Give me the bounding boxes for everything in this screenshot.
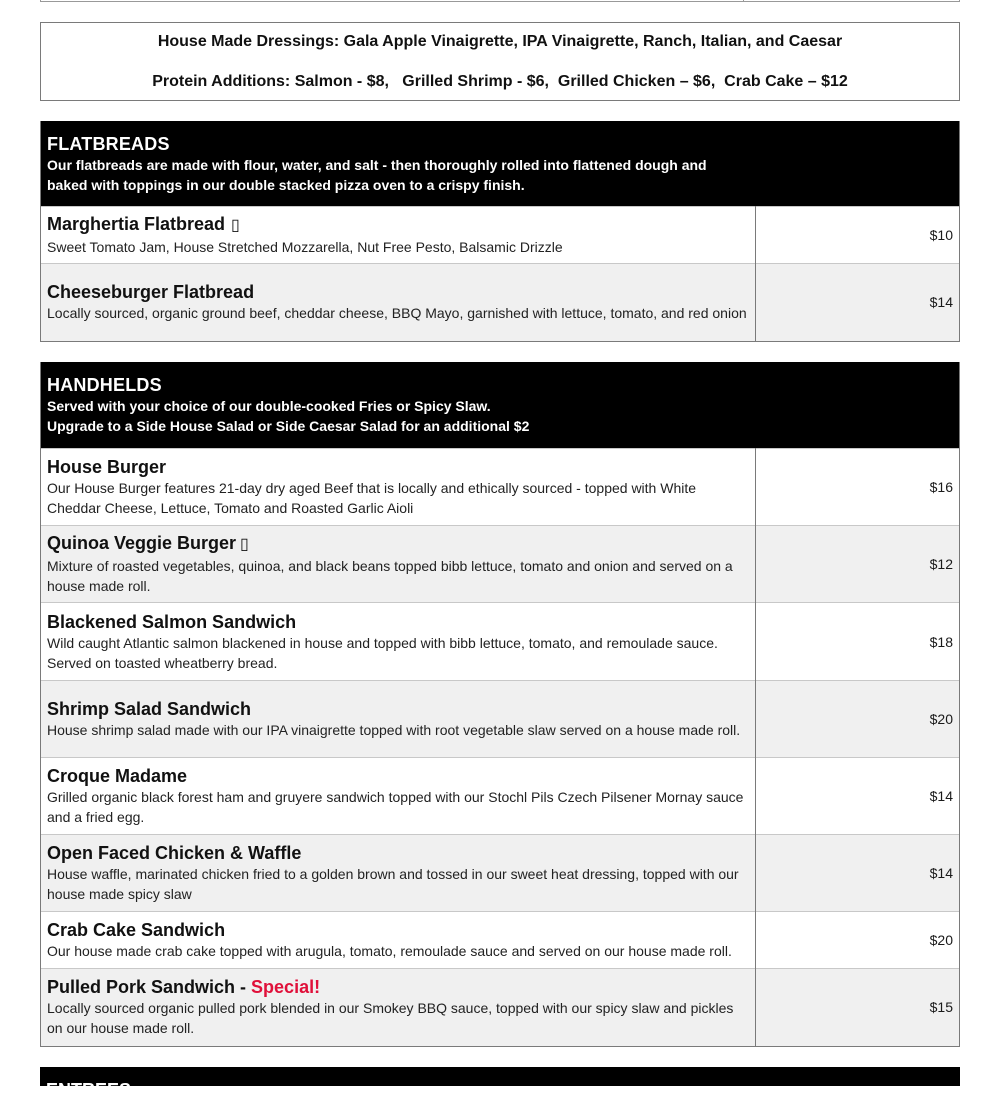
item-name: Cheeseburger Flatbread xyxy=(47,282,255,303)
item-description: Locally sourced, organic ground beef, cheddar cheese, BBQ Mayo, garnished with lettuce, tomato, and red onion xyxy=(47,305,747,322)
menu-item xyxy=(41,969,959,1046)
menu-item xyxy=(41,449,959,526)
flatbreads-header xyxy=(41,121,959,206)
item-name: Pulled Pork Sandwich - xyxy=(47,977,252,998)
flatbreads-items xyxy=(41,206,959,341)
item-description: House waffle, marinated chicken fried to a golden brown and tossed in our sweet heat dressing, topped with our house made spicy slaw xyxy=(47,866,739,902)
flatbreads-section xyxy=(40,121,960,342)
menu-item xyxy=(41,207,959,264)
item-price: $14 xyxy=(756,835,960,912)
item-name: House Burger xyxy=(47,457,167,477)
section-description: Served with your choice of our double-cooked Fries or Spicy Slaw. xyxy=(47,398,491,414)
handhelds-section xyxy=(40,362,960,1047)
item-name: Blackened Salmon Sandwich xyxy=(47,611,297,632)
item-description: Our house made crab cake topped with arugula, tomato, remoulade sauce and served on our house made roll. xyxy=(47,943,732,959)
item-name: Quinoa Veggie Burger xyxy=(47,533,237,553)
item-description: Grilled organic black forest ham and gruyere sandwich topped with our Stochl Pils Czech Pilsener Mornay sauce and a fried egg. xyxy=(47,789,744,825)
dressings-protein-box xyxy=(40,22,960,101)
item-price: $15 xyxy=(756,969,960,1046)
section-title: FLATBREADS xyxy=(47,134,170,154)
previous-table-edge xyxy=(40,0,960,2)
item-description: House shrimp salad made with our IPA vinaigrette topped with root vegetable slaw served on a house made roll. xyxy=(47,722,741,738)
item-name: Open Faced Chicken & Waffle xyxy=(47,843,302,863)
item-price: $14 xyxy=(756,264,960,341)
item-price: $14 xyxy=(756,758,960,835)
item-description: Mixture of roasted vegetables, quinoa, and black beans topped bibb lettuce, tomato and onion and served on a house made roll. xyxy=(47,558,733,594)
item-name: Crab Cake Sandwich xyxy=(47,920,226,940)
menu-item xyxy=(41,912,959,969)
section-description-upgrade: Upgrade to a Side House Salad or Side Caesar Salad for an additional $2 xyxy=(47,418,530,434)
handhelds-items xyxy=(41,448,959,1046)
item-name: Shrimp Salad Sandwich xyxy=(47,699,252,719)
item-name: Marghertia Flatbread xyxy=(47,214,226,234)
special-badge: Special! xyxy=(251,977,321,998)
item-price: $16 xyxy=(756,449,960,526)
item-description: Our House Burger features 21-day dry aged Beef that is locally and ethically sourced - topped with White Cheddar Cheese, Lettuce, Tomato and Roasted Garlic Aioli xyxy=(47,480,697,516)
section-title: ENTREES xyxy=(46,1080,132,1100)
menu-item xyxy=(41,681,959,758)
entrees-section xyxy=(40,1067,960,1100)
item-price: $18 xyxy=(756,603,960,681)
item-price: $20 xyxy=(756,912,960,969)
handhelds-header xyxy=(41,362,959,448)
item-description: Wild caught Atlantic salmon blackened in house and topped with bibb lettuce, tomato, and remoulade sauce. Served on toasted wheatberry bread. xyxy=(47,634,718,671)
dressings-text: House Made Dressings: Gala Apple Vinaigrette, IPA Vinaigrette, Ranch, Italian, and Caesar xyxy=(157,33,843,50)
vegetarian-icon: ▯ xyxy=(240,536,249,553)
vegetarian-icon: ▯ xyxy=(231,217,240,234)
item-price: $10 xyxy=(756,207,960,264)
protein-additions-text: Protein Additions: Salmon - $8, Grilled Shrimp - $6, Grilled Chicken – $6, Crab Cake – $12 xyxy=(152,73,848,90)
item-price: $12 xyxy=(756,526,960,603)
menu-item xyxy=(41,758,959,835)
menu-item xyxy=(41,603,959,681)
menu-item xyxy=(41,835,959,912)
item-description: Sweet Tomato Jam, House Stretched Mozzarella, Nut Free Pesto, Balsamic Drizzle xyxy=(47,239,563,255)
menu-item xyxy=(41,526,959,603)
item-price: $20 xyxy=(756,681,960,758)
section-title: HANDHELDS xyxy=(47,375,162,395)
item-description: Locally sourced organic pulled pork blended in our Smokey BBQ sauce, topped with our spicy slaw and pickles on our house made roll. xyxy=(47,1000,734,1037)
item-name: Croque Madame xyxy=(47,766,188,786)
menu-item xyxy=(41,264,959,341)
section-description: Our flatbreads are made with flour, water, and salt - then thoroughly rolled into flattened dough and baked with toppings in our double stacked pizza oven to a crispy finish. xyxy=(47,157,707,193)
